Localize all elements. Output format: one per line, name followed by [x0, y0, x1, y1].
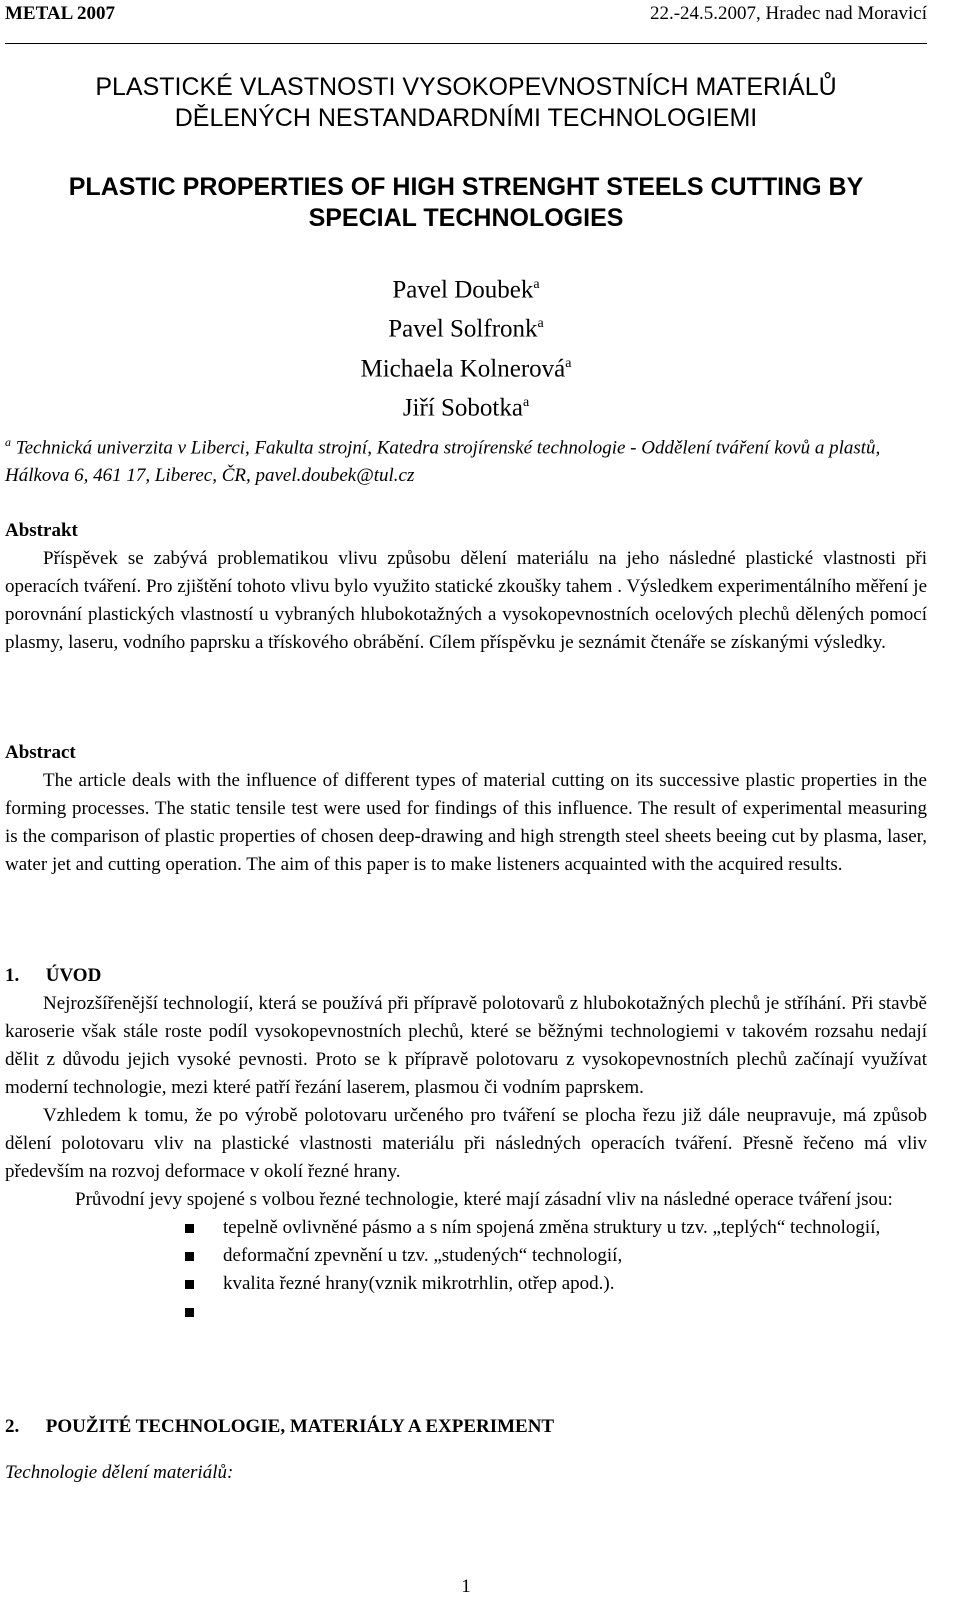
conference-name: METAL 2007 — [5, 3, 115, 24]
section-title: POUŽITÉ TECHNOLOGIE, MATERIÁLY A EXPERIMENT — [45, 1416, 555, 1437]
title-czech — [0, 72, 932, 134]
author-list — [0, 268, 932, 425]
title-czech-line: DĚLENÝCH NESTANDARDNÍMI TECHNOLOGIEMI — [174, 104, 758, 132]
affiliation-mark: a — [537, 316, 544, 332]
page-number: 1 — [461, 1576, 471, 1597]
section-heading — [5, 1413, 927, 1441]
header-divider — [5, 43, 927, 44]
affiliation-mark: a — [522, 394, 530, 410]
title-english-line: SPECIAL TECHNOLOGIES — [308, 204, 624, 232]
section-introduction — [5, 962, 927, 1326]
section-number: 2. — [5, 1416, 20, 1437]
author: Pavel Solfronk$^a$ — [388, 315, 544, 343]
title-english-line: PLASTIC PROPERTIES OF HIGH STRENGHT STEELS CUTTING BY — [68, 173, 864, 201]
paragraph: Průvodní jevy spojené s volbou řezné technologie, které mají zásadní vliv na následné operace tváření jsou: — [75, 1189, 893, 1210]
abstract-english — [5, 739, 927, 879]
abstract-czech-text: Příspěvek se zabývá problematikou vlivu způsobu dělení materiálu na jeho následné plastické vlastnosti při operacích tváření. Pro zjištění tohoto vlivu bylo využito statické zkoušky tahem . Výsledkem experimentálního měření je porovnání plastických vlastností u vybraných hlubokotažných a vysokopevnostních ocelových plechů dělených pomocí plasmy, laseru, vodního paprsku a třískového obrábění. Cílem příspěvku je seznámit čtenáře se získanými výsledky. — [5, 548, 927, 653]
section-heading — [5, 962, 927, 990]
bullet-square-icon — [185, 1224, 194, 1233]
list-item: deformační zpevnění u tzv. „studených“ technologií, — [5, 1242, 927, 1270]
subsection-label: Technologie dělení materiálů: — [5, 1462, 234, 1483]
bullet-list — [5, 1214, 927, 1326]
affiliation-mark: a — [533, 277, 540, 292]
title-czech-line: PLASTICKÉ VLASTNOSTI VYSOKOPEVNOSTNÍCH MATERIÁLŮ — [95, 73, 837, 101]
list-item — [5, 1298, 927, 1326]
list-item: kvalita řezné hrany(vznik mikrotrhlin, otřep apod.). — [5, 1270, 927, 1298]
abstract-english-text: The article deals with the influence of different types of material cutting on its successive plastic properties in the forming processes. The static tensile test were used for findings of this influence. The result of experimental measuring is the comparison of plastic properties of chosen deep-drawing and high strength steel sheets beeing cut by plasma, laser, water jet and cutting operation. The aim of this paper is to make listeners acquainted with the acquired results. — [5, 770, 927, 875]
affiliation-text: Technická univerzita v Liberci, Fakulta strojní, Katedra strojírenské technologie - Oddělení tváření kovů a plastů, Hálkova 6, 461 17, Liberec, ČR, pavel.doubek@tul.cz — [5, 437, 881, 487]
bullet-square-icon — [185, 1308, 194, 1317]
author: Jiří Sobotka$^a$ — [402, 394, 530, 422]
title-english — [0, 172, 932, 234]
section-number: 1. — [5, 965, 20, 986]
abstract-english-heading: Abstract — [5, 742, 76, 763]
author: Michaela Kolnerová$^a$ — [360, 354, 572, 382]
affiliation — [5, 428, 927, 490]
section-title: ÚVOD — [45, 965, 102, 986]
paragraph: Vzhledem k tomu, že po výrobě polotovaru určeného pro tváření se plocha řezu již dále neupravuje, má způsob dělení polotovaru vliv na plastické vlastnosti materiálu při následných operacích tváření. Přesně řečeno má vliv především na rozvoj deformace v okolí řezné hrany. — [5, 1105, 927, 1182]
abstract-czech-heading: Abstrakt — [5, 520, 78, 541]
paragraph: Nejrozšířenější technologií, která se používá při přípravě polotovarů z hlubokotažných plechů je stříhání. Při stavbě karoserie však stále roste podíl vysokopevnostních plechů, které se běžnými technologiemi v takovém rozsahu nedají dělit z důvodu jejich vysoké pevnosti. Proto se k přípravě polotovaru z vysokopevnostních plechů začínají využívat moderní technologie, mezi které patří řezání laserem, plasmou či vodním paprskem. — [5, 993, 927, 1098]
bullet-square-icon — [185, 1252, 194, 1261]
author: Pavel Doubek$^a$ — [392, 276, 540, 304]
affiliation-mark: a — [5, 435, 11, 449]
page-header — [5, 0, 927, 34]
conference-date-place: 22.-24.5.2007, Hradec nad Moravicí — [649, 3, 927, 24]
list-item: tepelně ovlivněné pásmo a s ním spojená změna struktury u tzv. „teplých“ technologií, — [5, 1214, 927, 1242]
abstract-czech — [5, 517, 927, 657]
affiliation-mark: a — [565, 355, 572, 371]
bullet-square-icon — [185, 1280, 194, 1289]
section-methods — [5, 1413, 927, 1487]
